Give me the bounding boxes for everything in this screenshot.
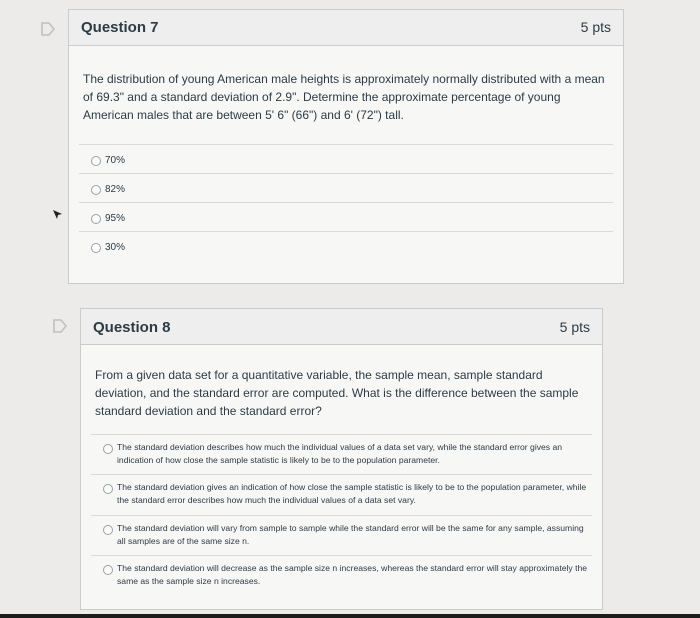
question-7-card xyxy=(68,9,624,284)
radio-button[interactable] xyxy=(103,444,113,454)
flag-question-icon[interactable] xyxy=(52,319,68,333)
mouse-cursor-icon xyxy=(52,208,64,226)
answer-label: The standard deviation will decrease as the sample size n increases, whereas the standard error will stay approximately the same as the sample size n increases. xyxy=(117,563,588,586)
answer-option[interactable] xyxy=(91,474,592,514)
question-title: Question 7 xyxy=(81,19,159,36)
question-title: Question 8 xyxy=(93,319,171,336)
answer-option[interactable] xyxy=(79,231,613,261)
question-text: The distribution of young American male heights is approximately normally distributed with a mean of 69.3" and a standard deviation of 2.9". Determine the approximate percentage of young American males that are between 5' 6" (66") and 6' (72") tall. xyxy=(83,72,605,122)
answer-label: 70% xyxy=(105,155,126,166)
answer-label: The standard deviation gives an indication of how close the sample statistic is likely to be to the population parameter, while the standard error describes how much the individual values of a data set vary. xyxy=(117,482,587,505)
radio-button[interactable] xyxy=(103,525,113,535)
answer-option[interactable] xyxy=(91,434,592,472)
answer-label: 30% xyxy=(105,242,126,253)
bottom-edge xyxy=(0,614,700,618)
question-points: 5 pts xyxy=(580,19,611,35)
answer-option[interactable] xyxy=(79,173,613,202)
answer-label: The standard deviation will vary from sample to sample while the standard error will be the same for any sample, assuming all samples are of the same size n. xyxy=(117,523,584,546)
answer-label: 95% xyxy=(105,213,126,224)
question-points: 5 pts xyxy=(559,319,590,335)
answer-option[interactable] xyxy=(79,202,613,231)
flag-question-icon[interactable] xyxy=(40,22,56,36)
question-7-header xyxy=(69,10,623,46)
radio-button[interactable] xyxy=(91,185,101,195)
radio-button[interactable] xyxy=(103,484,113,494)
answer-option[interactable] xyxy=(91,555,592,595)
answer-label: The standard deviation describes how much the individual values of a data set vary, while the standard error gives an indication of how close the sample statistic is likely to be to the population parameter. xyxy=(117,442,563,465)
question-8-card xyxy=(80,308,603,610)
question-text: From a given data set for a quantitative variable, the sample mean, sample standard deviation, and the standard error are computed. What is the difference between the sample standard deviation and the standard error? xyxy=(95,368,579,418)
radio-button[interactable] xyxy=(91,156,101,166)
answer-option[interactable] xyxy=(91,515,592,555)
radio-button[interactable] xyxy=(91,243,101,253)
radio-button[interactable] xyxy=(103,565,113,575)
answer-label: 82% xyxy=(105,184,126,195)
question-8-header xyxy=(81,309,602,345)
radio-button[interactable] xyxy=(91,214,101,224)
answer-option[interactable] xyxy=(79,144,613,173)
